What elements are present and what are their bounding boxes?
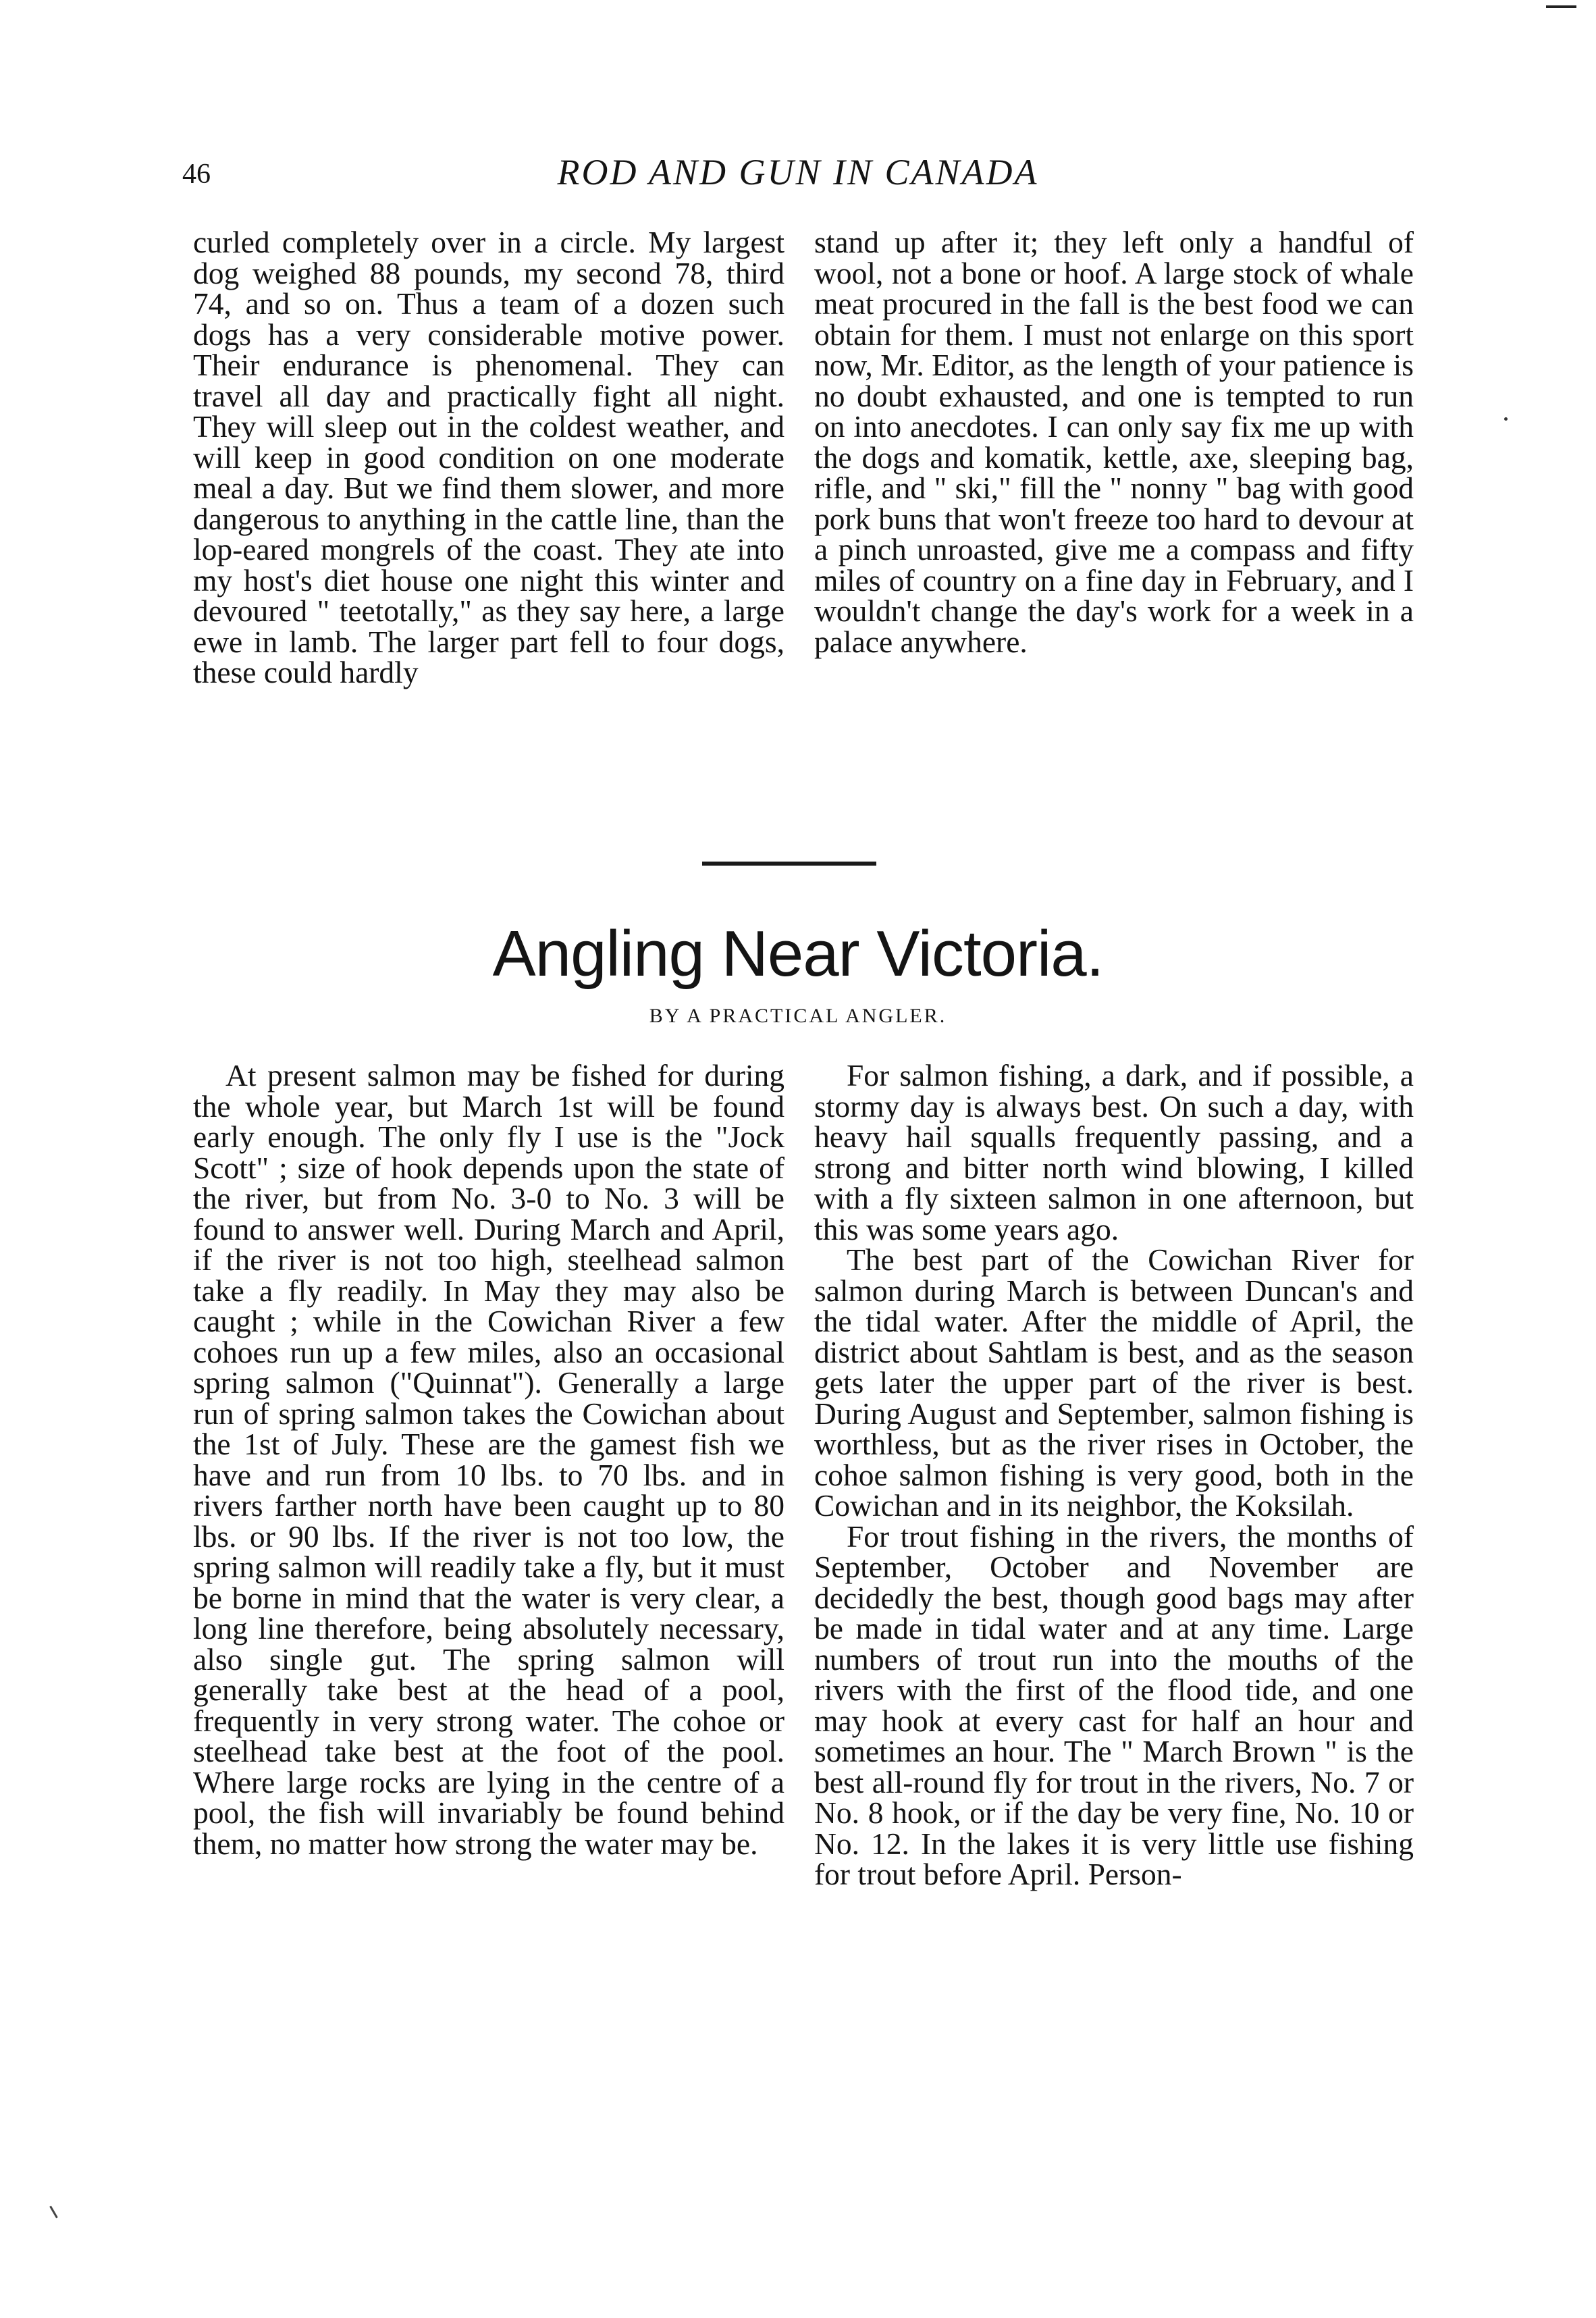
page-number: 46 — [182, 159, 211, 190]
running-head: ROD AND GUN IN CANADA — [557, 152, 1039, 192]
article-column-1 — [193, 1060, 784, 1859]
corner-mark — [1546, 5, 1576, 8]
previous-article-column-2 — [814, 227, 1414, 657]
article-paragraph: For salmon fishing, a dark, and if possible, a stormy day is always best. On such a day, with heavy hail squalls frequently passing, and a strong and bitter north wind blowing, I killed with a fly sixteen salmon in one afternoon, but this was some years ago. — [814, 1058, 1414, 1246]
stray-dot — [1504, 417, 1508, 421]
article-column-2 — [814, 1060, 1414, 1890]
stray-tick-mark — [49, 2206, 58, 2219]
previous-article-column-1 — [193, 227, 784, 688]
article-paragraph: For trout fishing in the rivers, the months of September, October and November are decidedly the best, though good bags may after be made in tidal water and at any time. Large numbers of trout run into the mouths of the rivers with the first of the flood tide, and one may hook at every cast for half an hour and sometimes an hour. The " March Brown " is the best all-round fly for trout in the rivers, No. 7 or No. 8 hook, or if the day be very fine, No. 10 or No. 12. In the lakes it is very little use fishing for trout before April. Person- — [814, 1519, 1414, 1891]
previous-article-paragraph: stand up after it; they left only a handful of wool, not a bone or hoof. A large stock of whale meat procured in the fall is the best food we can obtain for them. I must not enlarge on this sport now, Mr. Editor, as the length of your patience is no doubt exhausted, and one is tempted to run on into anecdotes. I can only say fix me up with the dogs and komatik, kettle, axe, sleeping bag, rifle, and " ski," fill the " nonny " bag with good pork buns that won't freeze too hard to devour at a pinch unroasted, give me a compass and fifty miles of country on a fine day in February, and I wouldn't change the day's work for a week in a palace anywhere. — [814, 225, 1414, 659]
article-byline: BY A PRACTICAL ANGLER. — [649, 1005, 947, 1027]
previous-article-paragraph: curled completely over in a circle. My largest dog weighed 88 pounds, my second 78, third 74, and so on. Thus a team of a dozen such dogs has a very considerable motive power. Their endurance is phenomenal. They can travel all day and practically fight all night. They will sleep out in the coldest weather, and will keep in good condition on one moderate meal a day. But we find them slower, and more dangerous to anything in the cattle line, than the lop-eared mongrels of the coast. They ate into my host's diet house one night this winter and devoured " teetotally," as they say here, a large ewe in lamb. The larger part fell to four dogs, these could hardly — [193, 225, 784, 689]
article-paragraph: At present salmon may be fished for during the whole year, but March 1st will be found early enough. The only fly I use is the "Jock Scott" ; size of hook depends upon the state of the river, but from No. 3-0 to No. 3 will be found to answer well. During March and April, if the river is not too high, steelhead salmon take a fly readily. In May they may also be caught ; while in the Cowichan River a few cohoes run up a few miles, also an occasional spring salmon ("Quinnat"). Generally a large run of spring salmon takes the Cowichan about the 1st of July. These are the gamest fish we have and run from 10 lbs. to 70 lbs. and in rivers farther north have been caught up to 80 lbs. or 90 lbs. If the river is not too low, the spring salmon will readily take a fly, but it must be borne in mind that the water is very clear, a long line therefore, being absolutely necessary, also single gut. The spring salmon will generally take best at the head of a pool, frequently in very strong water. The cohoe or steelhead take best at the foot of the pool. Where large rocks are lying in the centre of a pool, the fish will invariably be found behind them, no matter how strong the water may be. — [193, 1058, 784, 1861]
section-divider-rule — [702, 862, 876, 866]
article-title: Angling Near Victoria. — [492, 918, 1104, 990]
article-paragraph: The best part of the Cowichan River for salmon during March is between Duncan's and the tidal water. After the middle of April, the district about Sahtlam is best, and as the season gets later the upper part of the river is best. During August and September, salmon fishing is worthless, but as the river rises in October, the cohoe salmon fishing is very good, both in the Cowichan and in its neighbor, the Koksilah. — [814, 1242, 1414, 1523]
